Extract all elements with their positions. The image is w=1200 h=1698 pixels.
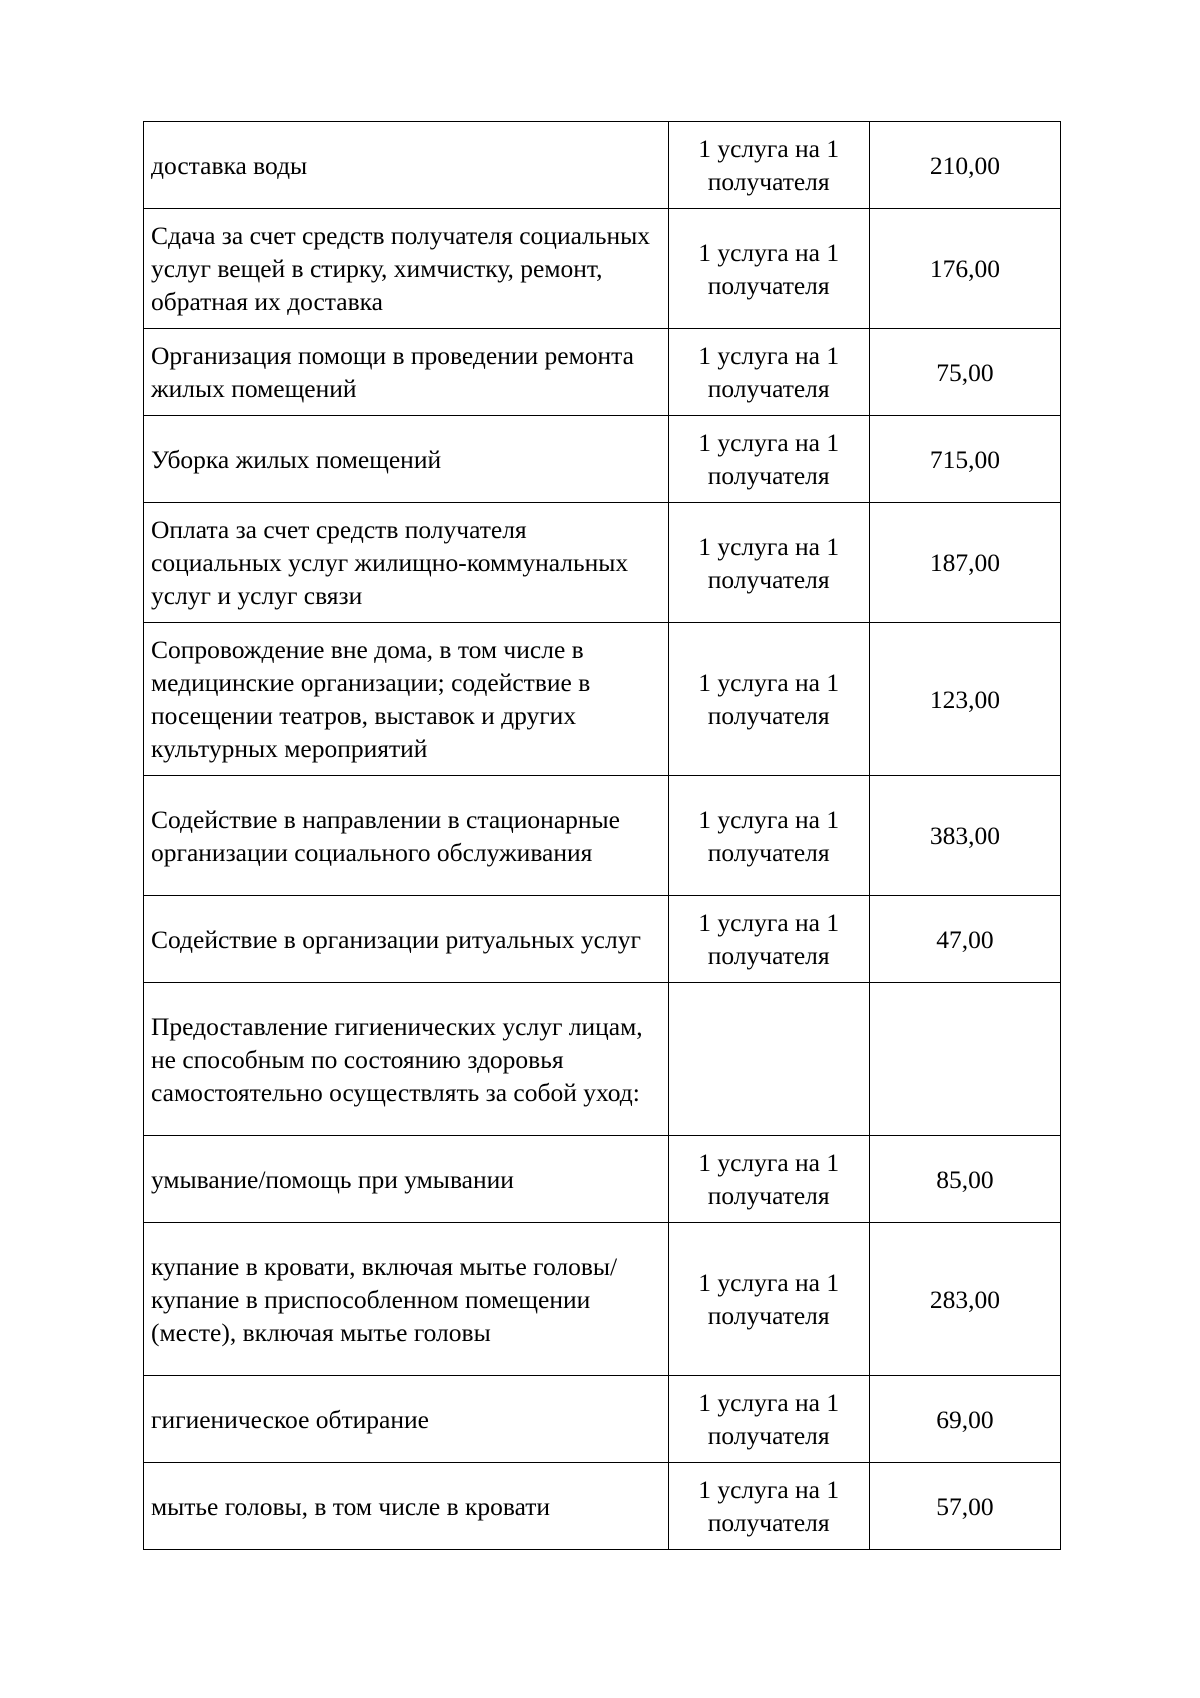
price-cell: 123,00 <box>869 623 1060 776</box>
price-cell: 75,00 <box>869 329 1060 416</box>
table-row <box>144 983 1061 1136</box>
price-cell: 69,00 <box>869 1376 1060 1463</box>
unit-line-2: получателя <box>707 1421 830 1450</box>
price-cell: 85,00 <box>869 1136 1060 1223</box>
price-cell: 47,00 <box>869 896 1060 983</box>
unit-cell <box>668 623 869 776</box>
service-name-cell: доставка воды <box>144 122 669 209</box>
service-name-cell: Организация помощи в проведении ремонта жилых помещений <box>144 329 669 416</box>
service-name-cell: Содействие в направлении в стационарные организации социального обслуживания <box>144 776 669 896</box>
unit-line-2: получателя <box>707 1301 830 1330</box>
unit-line-1: 1 услуга на 1 <box>698 1148 840 1177</box>
table-row <box>144 209 1061 329</box>
price-cell: 57,00 <box>869 1463 1060 1550</box>
unit-line-2: получателя <box>707 837 830 867</box>
unit-cell <box>668 329 869 416</box>
price-cell: 187,00 <box>869 503 1060 623</box>
unit-line-2: получателя <box>707 941 830 970</box>
table-row <box>144 1223 1061 1376</box>
unit-line-1: 1 услуга на 1 <box>698 428 840 457</box>
unit-line-1: 1 услуга на 1 <box>698 341 840 370</box>
unit-line-1: 1 услуга на 1 <box>698 1268 840 1297</box>
table-row <box>144 623 1061 776</box>
unit-line-1: 1 услуга на 1 <box>698 1475 840 1504</box>
unit-cell <box>668 1463 869 1550</box>
price-cell: 383,00 <box>869 776 1060 896</box>
unit-cell <box>668 1223 869 1376</box>
service-name-cell: умывание/помощь при умывании <box>144 1136 669 1223</box>
unit-cell <box>668 122 869 209</box>
table-row <box>144 896 1061 983</box>
unit-cell <box>668 896 869 983</box>
unit-line-1: 1 услуга на 1 <box>698 134 840 163</box>
service-name-cell: Уборка жилых помещений <box>144 416 669 503</box>
unit-line-2: получателя <box>707 270 830 300</box>
table-row <box>144 416 1061 503</box>
unit-line-2: получателя <box>707 167 830 196</box>
unit-cell <box>668 209 869 329</box>
unit-line-2: получателя <box>707 701 830 730</box>
service-name-cell: Сдача за счет средств получателя социальных услуг вещей в стирку, химчистку, ремонт, обратная их доставка <box>144 209 669 329</box>
service-name-cell: мытье головы, в том числе в кровати <box>144 1463 669 1550</box>
price-cell: 715,00 <box>869 416 1060 503</box>
unit-line-2: получателя <box>707 374 830 403</box>
table-row <box>144 1136 1061 1223</box>
price-cell: 210,00 <box>869 122 1060 209</box>
price-cell: 283,00 <box>869 1223 1060 1376</box>
service-name-cell: Сопровождение вне дома, в том числе в медицинские организации; содействие в посещении театров, выставок и других культурных мероприятий <box>144 623 669 776</box>
unit-line-1: 1 услуга на 1 <box>698 1388 840 1417</box>
unit-line-2: получателя <box>707 1181 830 1210</box>
unit-cell <box>668 983 869 1136</box>
price-cell <box>869 983 1060 1136</box>
service-name-cell: гигиеническое обтирание <box>144 1376 669 1463</box>
unit-cell <box>668 776 869 896</box>
tariff-table <box>143 121 1061 1550</box>
unit-cell <box>668 503 869 623</box>
unit-cell <box>668 1376 869 1463</box>
unit-line-2: получателя <box>707 1508 830 1537</box>
service-name-cell: купание в кровати, включая мытье головы/купание в приспособленном помещении (месте), включая мытье головы <box>144 1223 669 1376</box>
unit-line-1: 1 услуга на 1 <box>698 668 840 697</box>
unit-cell <box>668 416 869 503</box>
unit-line-2: получателя <box>707 461 830 490</box>
service-name-cell: Оплата за счет средств получателя социальных услуг жилищно-коммунальных услуг и услуг связи <box>144 503 669 623</box>
unit-line-1: 1 услуга на 1 <box>698 804 840 834</box>
unit-line-2: получателя <box>707 564 830 594</box>
table-row <box>144 1463 1061 1550</box>
table-row <box>144 776 1061 896</box>
table-row <box>144 1376 1061 1463</box>
section-heading-cell: Предоставление гигиенических услуг лицам, не способным по состоянию здоровья самостоятельно осуществлять за собой уход: <box>144 983 669 1136</box>
unit-line-1: 1 услуга на 1 <box>698 908 840 937</box>
service-name-cell: Содействие в организации ритуальных услуг <box>144 896 669 983</box>
table-row <box>144 329 1061 416</box>
price-cell: 176,00 <box>869 209 1060 329</box>
unit-line-1: 1 услуга на 1 <box>698 531 840 561</box>
unit-cell <box>668 1136 869 1223</box>
table-row <box>144 122 1061 209</box>
table-row <box>144 503 1061 623</box>
unit-line-1: 1 услуга на 1 <box>698 237 840 267</box>
